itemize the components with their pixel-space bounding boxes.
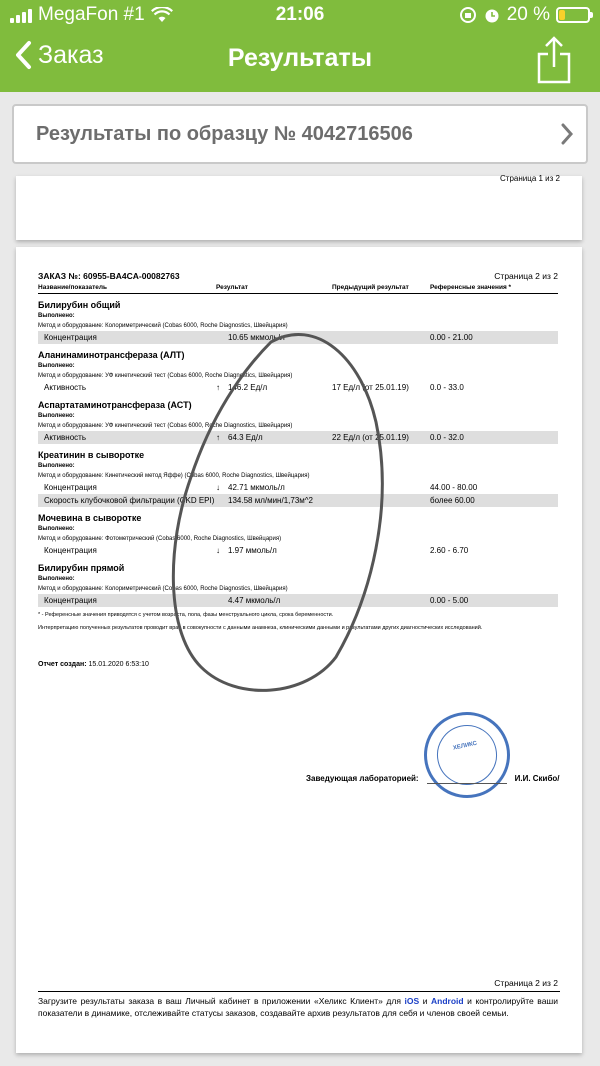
test-block [38,300,558,344]
back-label: Заказ [38,40,104,69]
trend-arrow-icon: ↑ [216,383,220,392]
result-value: 64.3 Ед/л [228,433,263,442]
carrier-name: MegaFon #1 [38,4,145,25]
param-name: Активность [44,383,87,392]
status-label: Выполнено: [38,313,75,319]
trend-arrow-icon [216,496,224,505]
column-header: Предыдущий результат [332,284,409,291]
test-list [38,300,558,607]
battery-icon [556,7,590,23]
rotation-lock-icon [459,6,477,24]
signature [427,774,507,784]
share-icon [536,36,572,84]
reference-range: 44.00 - 80.00 [430,483,478,492]
column-header: Результат [216,284,248,291]
method-text: Метод и оборудование: Колориметрический (Cobas 6000, Roche Diagnostics, Швейцария) [38,586,288,592]
table-row [38,494,558,507]
nav-bar [0,30,600,92]
battery-percent: 20 % [506,4,550,25]
test-name: Креатинин в сыворотке [38,450,145,460]
param-name: Концентрация [44,333,97,342]
page-number: Страница 1 из 2 [500,174,560,183]
column-header: Референсные значения * [430,284,512,291]
test-block [38,563,558,607]
reference-range: 0.00 - 5.00 [430,596,469,605]
interpretation-note: Интерпретацию полученных результатов проводит врач в совокупности с данными анамнеза, клиническими данными и результатами других диагностических исследований. [38,625,483,631]
trend-arrow-icon: ↓ [216,546,220,555]
test-block [38,400,558,444]
ios-link[interactable]: iOS [404,996,420,1006]
created-value: 15.01.2020 6:53:10 [88,661,149,668]
order-number: ЗАКАЗ №: 60955-BA4CA-00082763 [38,271,180,281]
trend-arrow-icon: ↓ [216,483,220,492]
head-label: Заведующая лабораторией: [306,774,419,783]
sample-selector[interactable] [12,104,588,164]
method-text: Метод и оборудование: Колориметрический (Cobas 6000, Roche Diagnostics, Швейцария) [38,323,288,329]
param-name: Концентрация [44,596,97,605]
status-label: Выполнено: [38,576,75,582]
status-right [459,4,590,26]
reference-range: 0.00 - 21.00 [430,333,473,342]
result-cell [216,433,332,442]
android-link[interactable]: Android [431,996,464,1006]
footer-page-number: Страница 2 из 2 [494,978,558,988]
reference-range: 2.60 - 6.70 [430,546,469,555]
test-block [38,350,558,394]
signature-line [306,774,560,784]
page-title: Результаты [227,44,373,72]
method-text: Метод и оборудование: Фотометрический (Cobas 6000, Roche Diagnostics, Швейцария) [38,536,282,542]
trend-arrow-icon [216,333,224,342]
result-cell [216,383,332,392]
table-row [38,431,558,444]
param-name: Концентрация [44,483,97,492]
test-name: Аланинаминотрансфераза (АЛТ) [38,350,185,360]
result-cell [216,483,332,492]
trend-arrow-icon [216,596,224,605]
status-label: Выполнено: [38,413,75,419]
trend-arrow-icon: ↑ [216,433,220,442]
table-row [38,544,558,557]
method-text: Метод и оборудование: УФ кинетический тест (Cobas 6000, Roche Diagnostics, Швейцария) [38,423,293,429]
report-created [38,661,558,668]
method-text: Метод и оборудование: УФ кинетический тест (Cobas 6000, Roche Diagnostics, Швейцария) [38,373,293,379]
reference-range: 0.0 - 33.0 [430,383,464,392]
report-content [38,271,558,668]
table-row [38,331,558,344]
result-value: 146.2 Ед/л [228,383,268,392]
alarm-icon [483,6,501,24]
stamp-text: ХЕЛИКС [452,740,478,752]
table-row [38,381,558,394]
test-name: Билирубин общий [38,300,121,310]
footer-text: Загрузите результаты заказа в ваш Личный кабинет в приложении «Хеликс Клиент» для iOS и Android и контролируйте ваши показатели в динамике, отслеживайте статусы заказов, создавайте архив результатов для себя и членов своей семьи. [38,996,558,1018]
status-label: Выполнено: [38,526,75,532]
result-value: 1.97 ммоль/л [228,546,277,555]
param-name: Скорость клубочковой фильтрации (CKD EPI) [44,496,215,505]
clock: 21:06 [275,4,325,25]
result-value: 134.58 мл/мин/1,73м^2 [228,496,313,505]
status-label: Выполнено: [38,363,75,369]
previous-result: 17 Ед/л (от 25.01.19) [332,383,409,392]
param-name: Концентрация [44,546,97,555]
lab-stamp [416,704,518,806]
footer-divider [38,991,560,992]
result-cell [216,546,332,555]
table-row [38,594,558,607]
share-button[interactable] [536,36,572,89]
table-row [38,481,558,494]
result-value: 10.65 мкмоль/л [228,333,285,342]
result-cell [216,596,332,605]
report-header [38,271,558,281]
status-label: Выполнено: [38,463,75,469]
result-value: 42.71 мкмоль/л [228,483,285,492]
method-text: Метод и оборудование: Кинетический метод Яффе) (Cobas 6000, Roche Diagnostics, Швейцария) [38,473,310,479]
param-name: Активность [44,433,87,442]
status-bar [0,0,600,30]
reference-range: 0.0 - 32.0 [430,433,464,442]
result-cell [216,333,332,342]
page-number: Страница 2 из 2 [494,271,558,281]
previous-result: 22 Ед/л (от 25.01.19) [332,433,409,442]
report-page-2 [16,247,582,1053]
test-name: Билирубин прямой [38,563,125,573]
chevron-right-icon [560,122,574,146]
head-name: И.И. Скибо/ [514,774,560,783]
test-name: Мочевина в сыворотке [38,513,142,523]
result-value: 4.47 мкмоль/л [228,596,281,605]
footnote: * - Референсные значения приводятся с учетом возраста, пола, фазы менструального цикла, срока беременности. [38,612,334,618]
test-block [38,450,558,507]
created-label: Отчет создан: [38,661,87,668]
test-block [38,513,558,557]
result-cell [216,496,332,505]
table-header [38,281,558,294]
reference-range: более 60.00 [430,496,475,505]
report-page-1 [16,176,582,240]
sample-selector-label: Результаты по образцу № 4042716506 [36,123,413,145]
test-name: Аспартатаминотрансфераза (АСТ) [38,400,192,410]
column-header: Название/показатель [38,284,108,291]
